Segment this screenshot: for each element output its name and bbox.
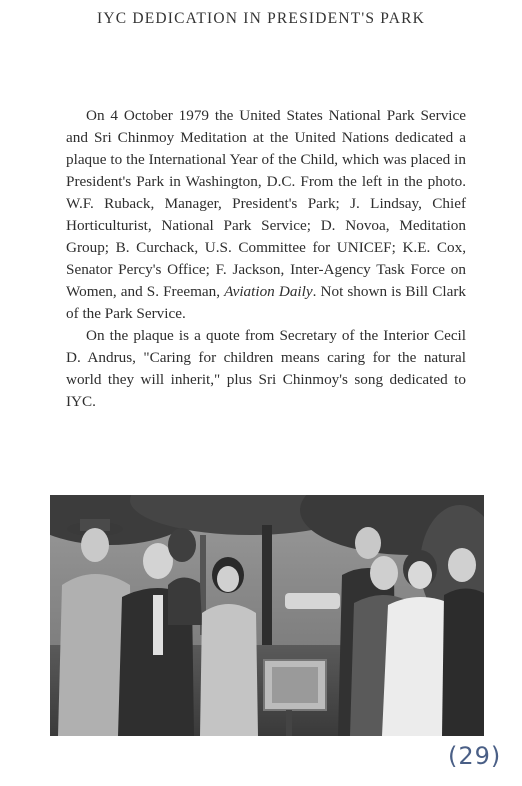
page-number: (29) [448, 742, 502, 770]
paragraph-1-text: On 4 October 1979 the United States National Park Service and Sri Chinmoy Meditation at the United Nations dedicated a plaque to the International Year of the Child, which was placed in President's Park in Washington, D.C. From the left in the photo. W.F. Ruback, Manager, President's Park; J. Lindsay, Chief Horticulturist, National Park Service; D. Novoa, Meditation Group; B. Curchack, U.S. Committee for UNICEF; K.E. Cox, Senator Percy's Office; F. Jackson, Inter-Agency Task Force on Women, and S. Freeman, [66, 107, 466, 300]
article-body [66, 105, 466, 413]
page-title: IYC DEDICATION IN PRESIDENT'S PARK [96, 10, 426, 27]
group-photo-image [50, 495, 484, 736]
group-photo [50, 495, 484, 736]
paragraph-1-ending: . Not shown is Bill Clark of the Park Service. [66, 283, 466, 322]
paragraph-2: On the plaque is a quote from Secretary of the Interior Cecil D. Andrus, "Caring for children means caring for the natural world they will inherit," plus Sri Chinmoy's song dedicated to IYC. [66, 327, 466, 410]
paragraph-1 [66, 105, 466, 325]
publication-name: Aviation Daily [224, 283, 313, 300]
